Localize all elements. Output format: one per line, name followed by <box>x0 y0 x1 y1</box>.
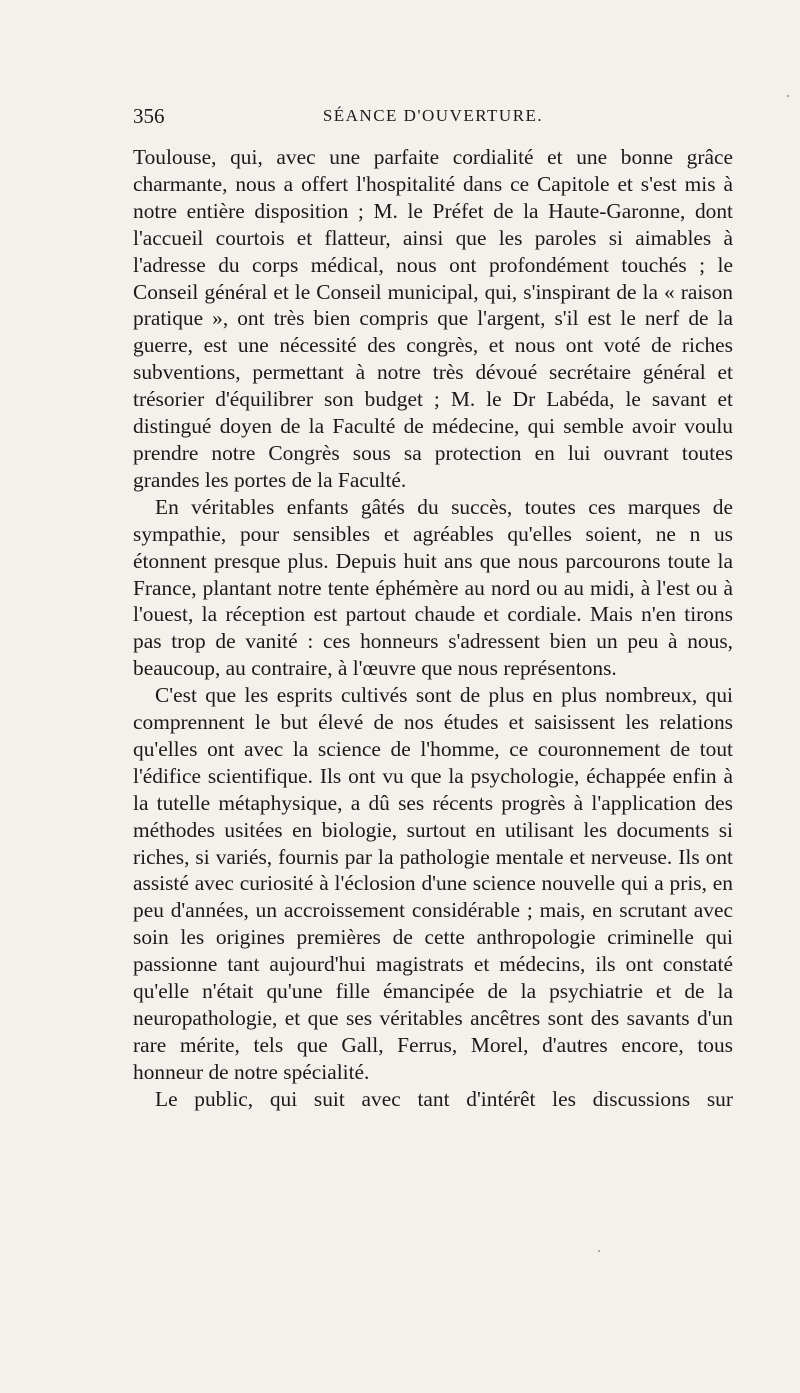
page-header <box>133 104 733 128</box>
paper-speck <box>598 1250 600 1252</box>
page-number: 356 <box>133 104 165 128</box>
book-page <box>133 104 733 1113</box>
paragraph-4: Le public, qui suit avec tant d'intérêt les discussions sur <box>155 1086 733 1111</box>
paragraph-2: En véritables enfants gâtés du succès, toutes ces marques de sympathie, pour sensibles et agréables qu'elles soient, ne n us étonnent presque plus. Depuis huit ans que nous parcourons toute la France, plantant notre tente éphémère au nord ou au midi, à l'est ou à l'ouest, la réception est partout chaude et cordiale. Mais n'en tirons pas trop de vanité : ces honneurs s'adressent bien un peu à nous, beaucoup, au contraire, à l'œuvre que nous représentons. <box>133 494 733 681</box>
paragraph-1: Toulouse, qui, avec une parfaite cordialité et une bonne grâce charmante, nous a offert l'hospitalité dans ce Capitole et s'est mis à notre entière disposition ; M. le Préfet de la Haute-Garonne, dont l'accueil courtois et flatteur, ainsi que les paroles si aimables à l'adresse du corps médical, nous ont profondément touchés ; le Conseil général et le Conseil municipal, qui, s'inspirant de la « raison pratique », ont très bien compris que l'argent, s'il est le nerf de la guerre, est une nécessité des congrès, et nous ont voté de riches subventions, permettant à notre très dévoué secrétaire général et trésorier d'équilibrer son budget ; M. le Dr Labéda, le savant et distingué doyen de la Faculté de médecine, qui semble avoir voulu prendre notre Congrès sous sa protection en lui ouvrant toutes grandes les portes de la Faculté. <box>133 145 733 492</box>
body-text <box>133 144 733 1113</box>
running-title: SÉANCE D'OUVERTURE. <box>322 106 544 125</box>
paper-speck <box>787 95 789 97</box>
paragraph-3: C'est que les esprits cultivés sont de plus en plus nombreux, qui comprennent le but élevé de nos études et saisissent les relations qu'elles ont avec la science de l'homme, ce couronnement de tout l'édifice scientifique. Ils ont vu que la psychologie, échappée enfin à la tutelle métaphysique, a dû ses récents progrès à l'application des méthodes usitées en biologie, surtout en utilisant les documents si riches, si variés, fournis par la pathologie mentale et nerveuse. Ils ont assisté avec curiosité à l'éclosion d'une science nouvelle qui a pris, en peu d'années, un accroissement considérable ; mais, en scrutant avec soin les origines premières de cette anthropologie criminelle qui passionne tant aujourd'hui magistrats et médecins, ils ont constaté qu'elle n'était qu'une fille émancipée de la psychiatrie et de la neuropathologie, et que ses véritables ancêtres sont des savants d'un rare mérite, tels que Gall, Ferrus, Morel, d'autres encore, tous honneur de notre spécialité. <box>133 683 733 1084</box>
